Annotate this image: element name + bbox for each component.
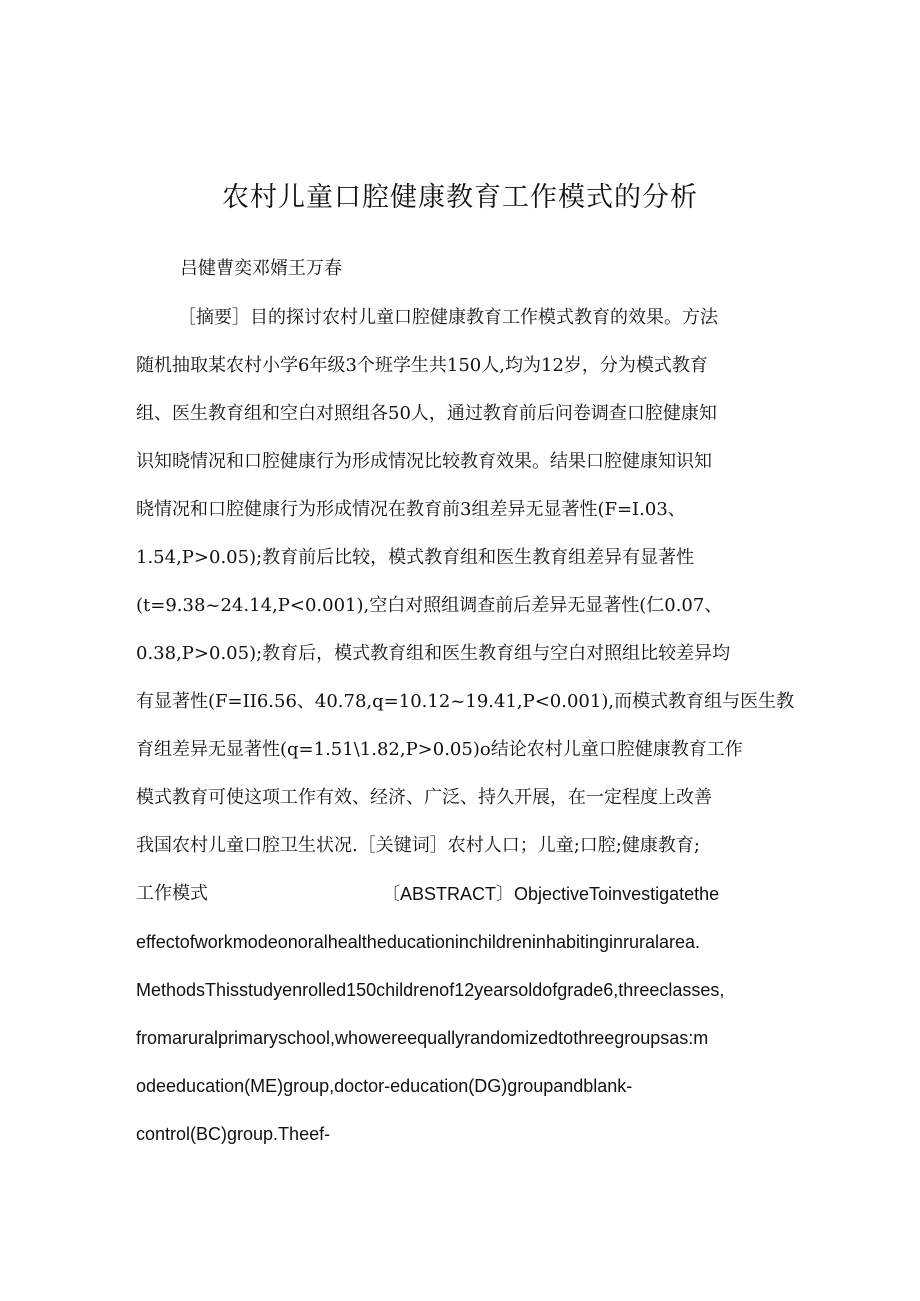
abstract-zh-line: 0.38,P>0.05);教育后，模式教育组和医生教育组与空白对照组比较差异均 [136,643,731,664]
abstract-zh-line: (t=9.38~24.14,P<0.001),空白对照组调查前后差异无显著性(仁0.07、 [136,595,723,616]
abstract-en-line: odeeducation(ME)group,doctor-education(DG)groupandblank- [136,1076,633,1096]
abstract-en-line: control(BC)group.Theef- [136,1124,331,1144]
abstract-zh-line: 我国农村儿童口腔卫生状况.［关键词］农村人口；儿童;口腔;健康教育; [136,835,700,856]
abstract-en-line: effectofworkmodeonoralhealtheducationinchildreninhabitinginruralarea. [136,932,701,952]
abstract-zh-line: 工作模式 [136,883,208,904]
abstract-zh-line: 有显著性(F=II6.56、40.78,q=10.12~19.41,P<0.001),而模式教育组与医生教 [136,691,795,712]
abstract-zh-line: 模式教育可使这项工作有效、经济、广泛、持久开展，在一定程度上改善 [136,787,712,808]
abstract-zh-line: 识知晓情况和口腔健康行为形成情况比较教育效果。结果口腔健康知识知 [136,451,712,472]
abstract-en-heading: 〔ABSTRACT〕ObjectiveToinvestigatethe [382,884,720,904]
abstract-zh-line: 1.54,P>0.05);教育前后比较，模式教育组和医生教育组差异有显著性 [136,547,695,568]
abstract-en-line: fromaruralprimaryschool,whowereequallyrandomizedtothreegroupsas:m [136,1028,709,1048]
abstract-zh-line: 育组差异无显著性(q=1.51\1.82,P>0.05)o结论农村儿童口腔健康教育工作 [136,739,743,760]
abstract-zh-line: ［摘要］目的探讨农村儿童口腔健康教育工作模式教育的效果。方法 [178,307,718,328]
author-list: 吕健曹奕邓婿王万春 [180,258,342,279]
abstract-zh-line: 组、医生教育组和空白对照组各50人，通过教育前后问卷调查口腔健康知 [136,403,717,424]
paper-title: 农村儿童口腔健康教育工作模式的分析 [222,182,698,213]
abstract-en-line: MethodsThisstudyenrolled150childrenof12yearsoldofgrade6,threeclasses, [136,980,725,1000]
abstract-zh-line: 晓情况和口腔健康行为形成情况在教育前3组差异无显著性(F=I.03、 [136,499,686,520]
abstract-zh-line: 随机抽取某农村小学6年级3个班学生共150人,均为12岁，分为模式教育 [136,355,708,376]
